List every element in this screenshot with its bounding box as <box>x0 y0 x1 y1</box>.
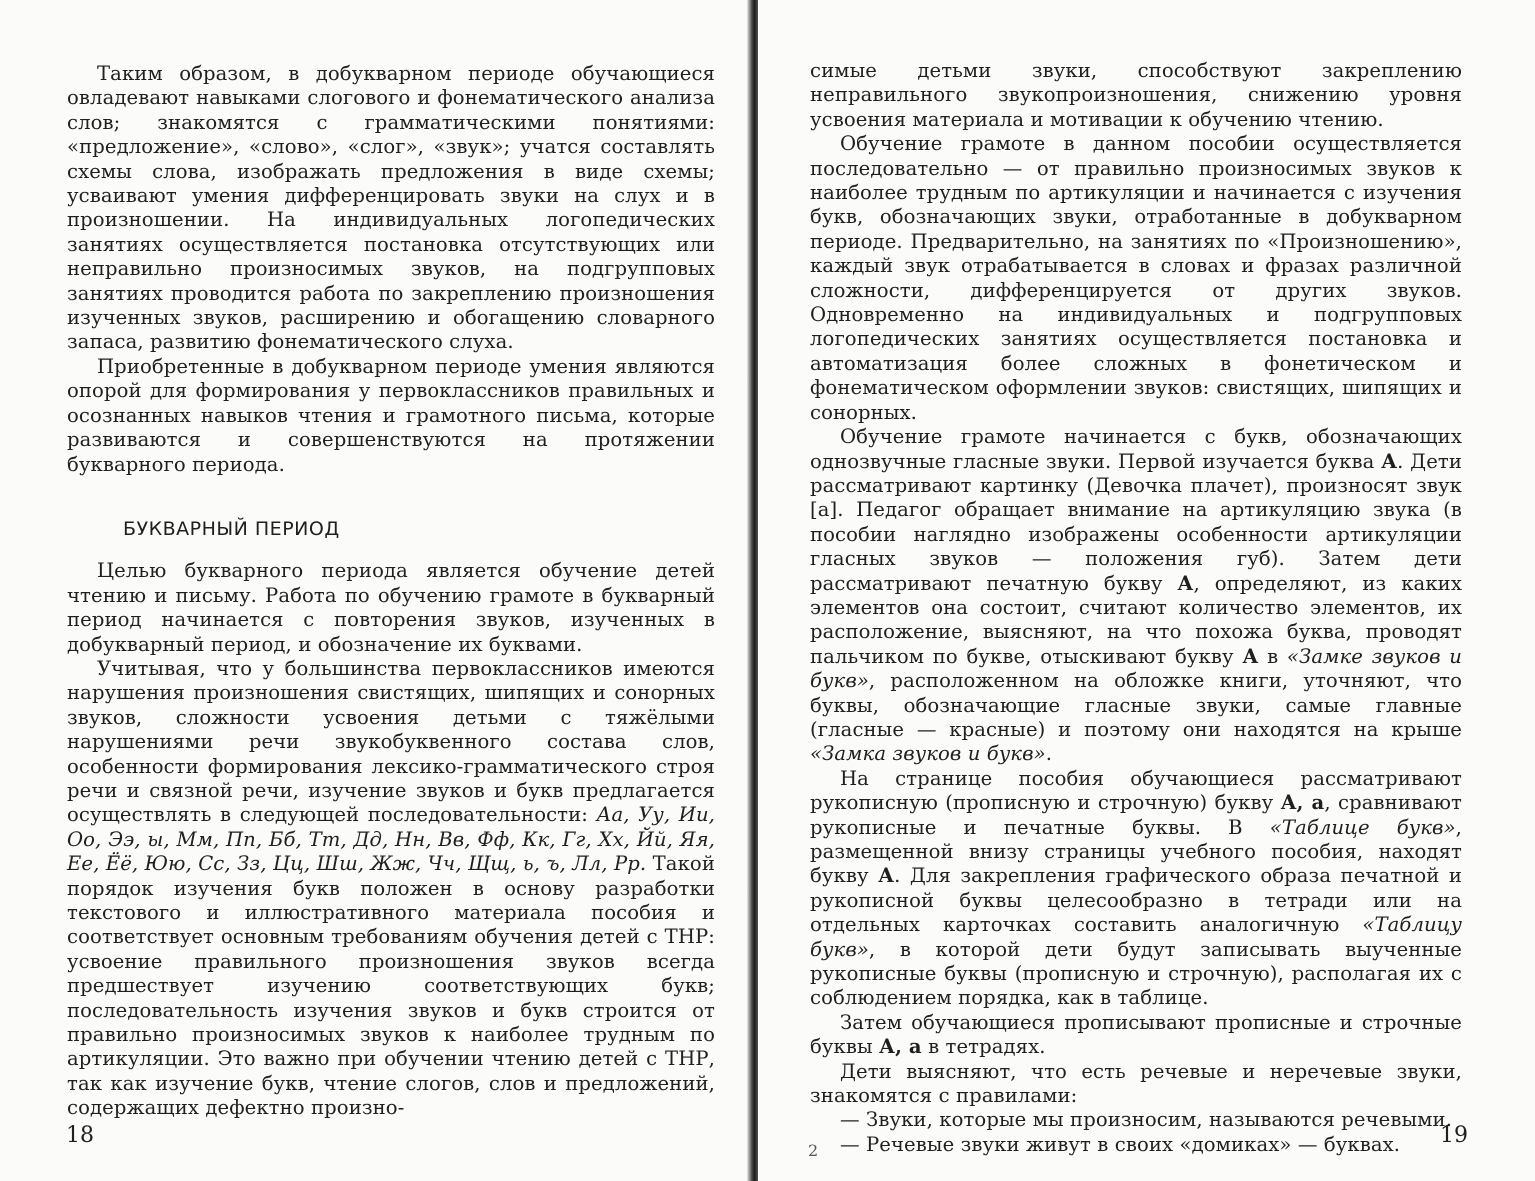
rule-item: — Звуки, которые мы произносим, называются речевыми. <box>840 1108 1453 1132</box>
text-segment: в <box>1258 644 1287 668</box>
paragraph-prebook-skills: Приобретенные в добукварном периоде умения являются опорой для формирования у первоклассников правильных и осознанных навыков чтения и грамотного письма, которые развиваются и совершенствуются на протяжении букварного периода. <box>67 354 715 476</box>
text-segment: Затем обучающиеся прописывают прописные и строчные буквы <box>810 1010 1462 1059</box>
paragraph-handwritten-letter <box>810 767 1462 1011</box>
text-segment: , определяют, из каких элементов она состоит, считают количество элементов, их расположение, выясняют, на что похожа буква, проводят пальчиком по букве, отыскивают букву <box>810 571 1462 668</box>
text-segment: , в которой дети будут записывать выученные рукописные буквы (прописную и строчную), располагая их с соблюдением порядка, как в таблице. <box>810 937 1462 1010</box>
left-page-text <box>67 62 715 1121</box>
letters-aa-bold: А, а <box>1280 791 1325 815</box>
letter-sequence: Аа, Уу, Ии, Оо, Ээ, ы, Мм, Пп, Бб, Тт, Дд, Нн, Вв, Фф, Кк, Гг, Хх, Йй, Яя, Ее, Ёё, Юю, Сс, Зз, Цц, Шш, Жж, Чч, Щщ, ь, ъ, Лл, Рр. <box>67 803 715 876</box>
paragraph-learning-sequence: Обучение грамоте в данном пособии осуществляется последовательно — от правильно произносимых звуков к наиболее трудным по артикуляции и начинается с изучения букв, обозначающих звуки, отработанные в добукварном периоде. Предварительно, на занятиях по «Произношению», каждый звук отрабатывается в словах и фразах различной сложности, дифференцируется от других звуков. Одновременно на индивидуальных и подгрупповых логопедических занятиях осуществляется постановка и автоматизация более сложных в фонетическом и фонематическом оформлении звуков: свистящих, шипящих и сонорных. <box>810 132 1462 424</box>
paragraph-writing-practice <box>810 1011 1462 1060</box>
paragraph-prebook-summary: Таким образом, в добукварном периоде обучающиеся овладевают навыками слогового и фонематического анализа слов; знакомятся с грамматическими понятиями: «предложение», «слово», «слог», «звук»; учатся составлять схемы слова, изображать предложения в виде схемы; усваивают умения дифференцировать звуки на слух и в произношении. На индивидуальных логопедических занятиях осуществляется постановка отсутствующих или неправильно произносимых звуков, на подгрупповых занятиях проводится работа по закреплению произношения изученных звуков, расширению и обогащению словарного запаса, развитию фонематического слуха. <box>67 62 715 354</box>
letter-a-bold: А <box>1242 644 1259 668</box>
letters-aa-bold: А, а <box>879 1035 922 1059</box>
paragraph-continuation: симые детьми звуки, способствуют закреплению неправильного звукопроизношения, снижению уровня усвоения материала и мотивации к обучению чтению. <box>810 59 1462 131</box>
rule-item: — Речевые звуки живут в своих «домиках» — буквах. <box>840 1132 1401 1156</box>
text-segment: . <box>1045 742 1053 766</box>
paragraph-period-goal: Целью букварного периода является обучение детей чтению и письму. Работа по обучению грамоте в букварный период начинается с повторения звуков, изученных в добукварный период, и обозначение их буквами. <box>67 559 715 656</box>
table-reference: «Таблицу букв» <box>810 913 1462 961</box>
castle-reference: «Замка звуков и букв» <box>810 742 1046 766</box>
page-number-left: 18 <box>66 1123 94 1148</box>
letter-a-bold: А <box>1177 571 1194 595</box>
letter-order-intro: Учитывая, что у большинства первоклассников имеются нарушения произношения свистящих, шипящих и сонорных звуков, сложности усвоения детьми с тяжёлыми нарушениями речи звукобуквенного состава слов, особенности формирования лексико-грамматического строя речи и связной речи, изучение звуков и букв предлагается осуществлять в следующей последовательности: <box>67 656 715 827</box>
section-heading: БУКВАРНЫЙ ПЕРИОД <box>123 517 340 540</box>
text-segment: , расположенном на обложке книги, уточняют, что буквы, обозначающие гласные звуки, самые главные (гласные — красные) и поэтому они находятся на крыше <box>810 669 1462 741</box>
paragraph-rules-intro: Дети выясняют, что есть речевые и неречевые звуки, знакомятся с правилами: <box>810 1059 1462 1108</box>
paragraph-letter-a <box>810 425 1462 767</box>
right-page-text <box>810 59 1462 1157</box>
text-segment: На странице пособия обучающиеся рассматривают рукописную (прописную и строчную) букву <box>810 766 1462 815</box>
castle-reference: «Замке звуков и букв» <box>810 644 1462 693</box>
letter-a-bold: А <box>878 864 895 888</box>
left-page <box>0 0 752 1181</box>
text-segment: в тетрадях. <box>921 1035 1046 1059</box>
letter-order-outro: Такой порядок изучения букв положен в основу разработки текстового и иллюстративного материала пособия и соответствует основным требованиям обучения детей с ТНР: усвоение правильного произношения звуков всегда предшествует изучению соответствующих букв; последовательность изучения звуков и букв строится от правильно произносимых звуков к наиболее трудным по артикуляции. Это важно при обучении чтению детей с ТНР, так как изучение букв, чтение слогов, слов и предложений, содержащих дефектно произно- <box>67 852 715 1120</box>
letter-a-bold: А <box>1381 449 1398 473</box>
table-reference: «Таблице букв» <box>1269 815 1456 839</box>
text-segment: Обучение грамоте начинается с букв, обозначающих однозвучные гласные звуки. Первой изучается буква <box>810 425 1462 473</box>
text-segment: . Дети рассматривают картинку (Девочка плачет), произносят звук [а]. Педагог обращает внимание на артикуляцию звука (в пособии наглядно изображены особенности артикуляции гласных звуков — положения губ). Затем дети рассматривают печатную букву <box>810 449 1463 595</box>
text-segment: . Для закрепления графического образа печатной и рукописной буквы целесообразно в тетради или на отдельных карточках составить аналогичную <box>810 864 1462 937</box>
paragraph-letter-order <box>67 657 715 1121</box>
stray-mark: 2 <box>808 1141 819 1160</box>
right-page <box>758 0 1535 1181</box>
page-number-right: 19 <box>1440 1123 1468 1148</box>
text-segment: , размещенной внизу страницы учебного пособия, находят букву <box>810 815 1462 888</box>
text-segment: , сравнивают рукописные и печатные буквы. В <box>810 791 1462 839</box>
